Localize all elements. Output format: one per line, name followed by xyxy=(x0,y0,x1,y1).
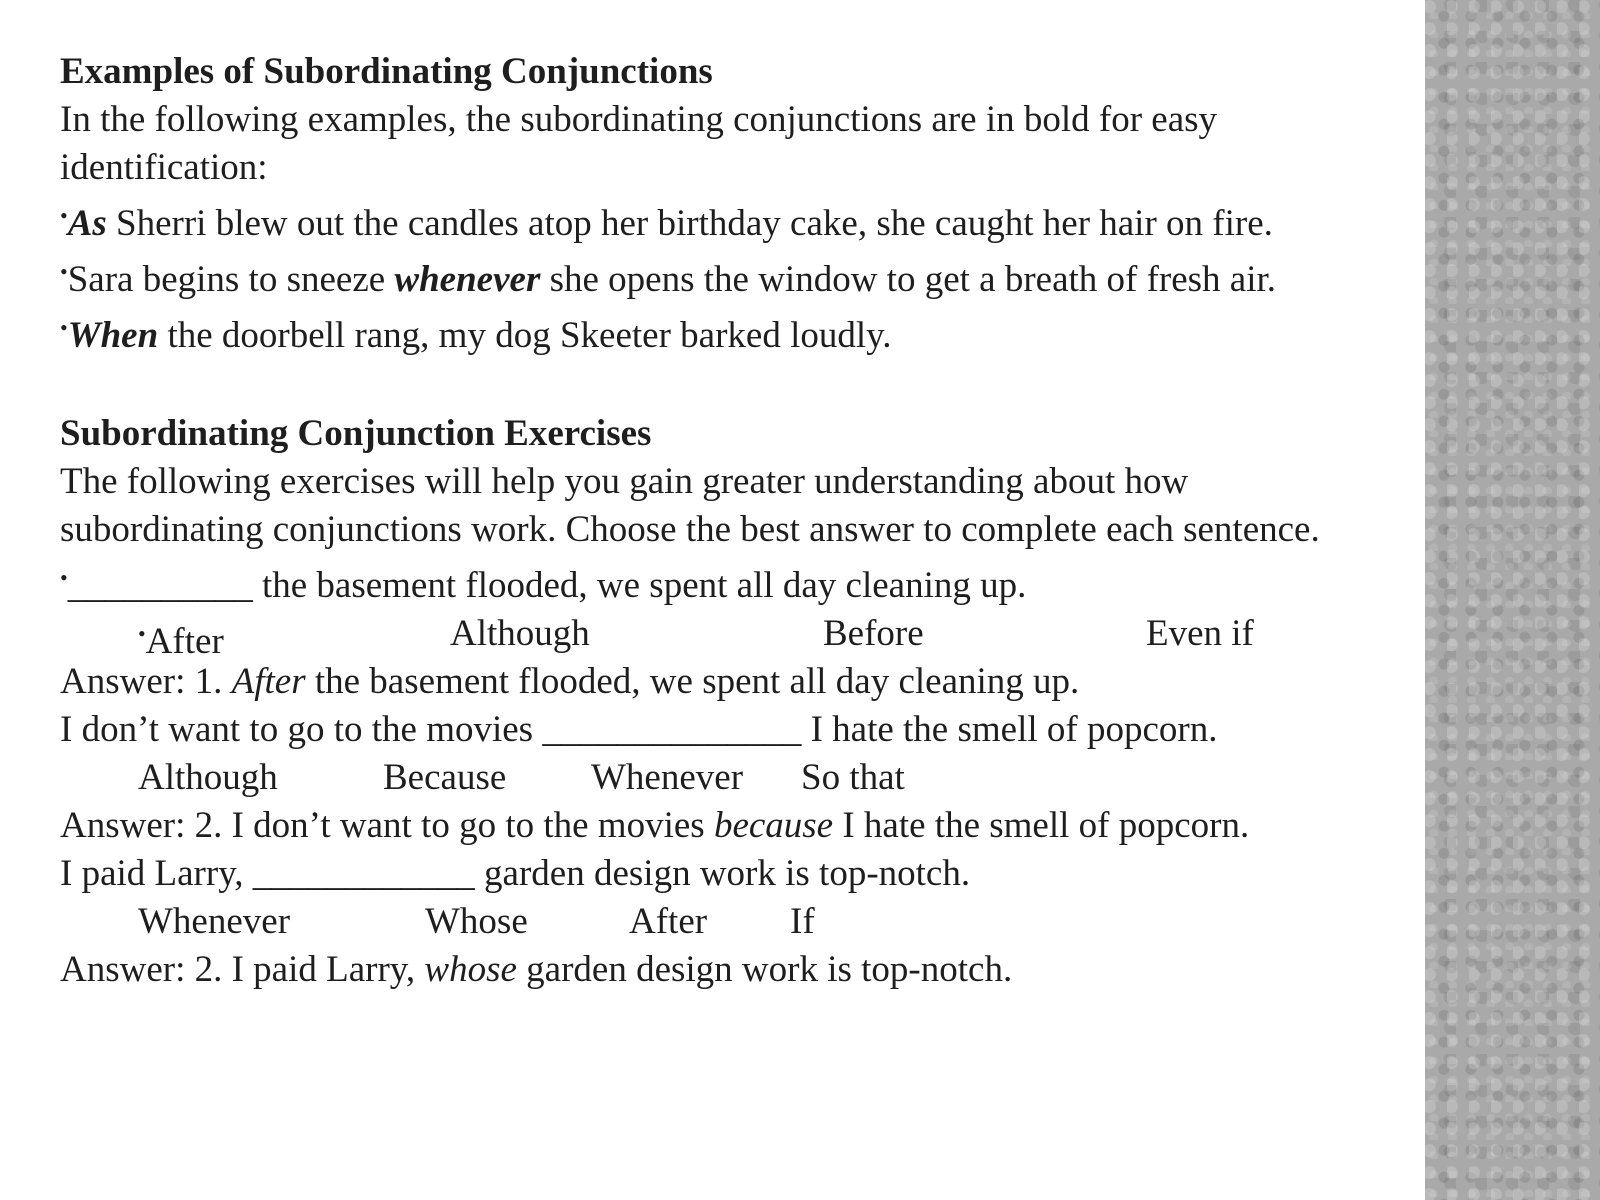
option-label: After xyxy=(629,901,708,942)
answer-blank: ______________ xyxy=(542,709,802,750)
option-label: So that xyxy=(801,757,905,798)
example-item xyxy=(60,192,1350,248)
option-label: Whenever xyxy=(591,757,744,798)
example-text: she opens the window to get a breath of fresh air. xyxy=(540,259,1277,300)
example-conjunction: When xyxy=(67,315,159,356)
example-text: Sherri blew out the candles atop her birthday cake, she caught her hair on fire. xyxy=(106,203,1273,244)
bullet-icon: • xyxy=(60,315,68,340)
answer-text: I hate the smell of popcorn. xyxy=(833,805,1250,846)
bullet-icon: • xyxy=(60,203,68,228)
option-label: Whenever xyxy=(138,901,291,942)
question-2-options xyxy=(60,754,1410,802)
question-text: garden design work is top-notch. xyxy=(474,853,971,894)
answer-text: Answer: 2. I paid Larry, xyxy=(60,949,425,990)
answer-2 xyxy=(60,802,1410,850)
option-label: If xyxy=(790,901,815,942)
exercises-heading: Subordinating Conjunction Exercises xyxy=(60,413,652,454)
question-2 xyxy=(60,706,1410,754)
question-3 xyxy=(60,850,1410,898)
bullet-icon: • xyxy=(138,621,146,646)
answer-1 xyxy=(60,658,1410,706)
question-3-options xyxy=(60,898,1410,946)
answer-word: because xyxy=(713,805,834,846)
exercises-intro: The following exercises will help you gain greater understanding about how subordinating conjunctions work. Choose the best answer to complete each sentence. xyxy=(60,461,1320,550)
examples-heading: Examples of Subordinating Conjunctions xyxy=(60,51,713,92)
answer-blank: ____________ xyxy=(252,853,475,894)
option-label: Although xyxy=(450,613,590,654)
question-text: the basement flooded, we spent all day cleaning up. xyxy=(252,565,1027,606)
option-label: Because xyxy=(383,757,507,798)
question-text: I paid Larry, xyxy=(60,853,253,894)
question-1-options xyxy=(60,610,1410,662)
example-text: Sara begins to sneeze xyxy=(67,259,395,300)
decorative-side-panel xyxy=(1425,0,1600,1200)
example-item xyxy=(60,248,1350,304)
answer-3 xyxy=(60,946,1410,994)
option-label: After xyxy=(145,621,224,662)
example-conjunction: As xyxy=(67,203,107,244)
option-label: Before xyxy=(823,613,924,654)
option-item xyxy=(138,610,224,666)
bullet-icon: • xyxy=(60,259,68,284)
answer-blank: __________ xyxy=(67,565,253,606)
answer-word: After xyxy=(231,661,306,702)
question-text: I don’t want to go to the movies xyxy=(60,709,543,750)
slide-content xyxy=(60,48,1410,994)
option-label: Even if xyxy=(1146,613,1254,654)
answer-text: Answer: 1. xyxy=(60,661,232,702)
bullet-icon: • xyxy=(60,565,68,590)
option-label: Whose xyxy=(425,901,528,942)
question-text: I hate the smell of popcorn. xyxy=(801,709,1218,750)
example-conjunction: whenever xyxy=(394,259,541,300)
example-text: the doorbell rang, my dog Skeeter barked loudly. xyxy=(158,315,892,356)
answer-text: garden design work is top-notch. xyxy=(516,949,1013,990)
answer-text: Answer: 2. I don’t want to go to the movies xyxy=(60,805,714,846)
example-item xyxy=(60,304,1410,360)
question-1 xyxy=(60,554,1410,610)
option-label: Although xyxy=(138,757,278,798)
examples-intro: In the following examples, the subordinating conjunctions are in bold for easy identification: xyxy=(60,99,1218,188)
section-spacer xyxy=(60,360,1410,410)
answer-text: the basement flooded, we spent all day cleaning up. xyxy=(305,661,1080,702)
answer-word: whose xyxy=(424,949,517,990)
